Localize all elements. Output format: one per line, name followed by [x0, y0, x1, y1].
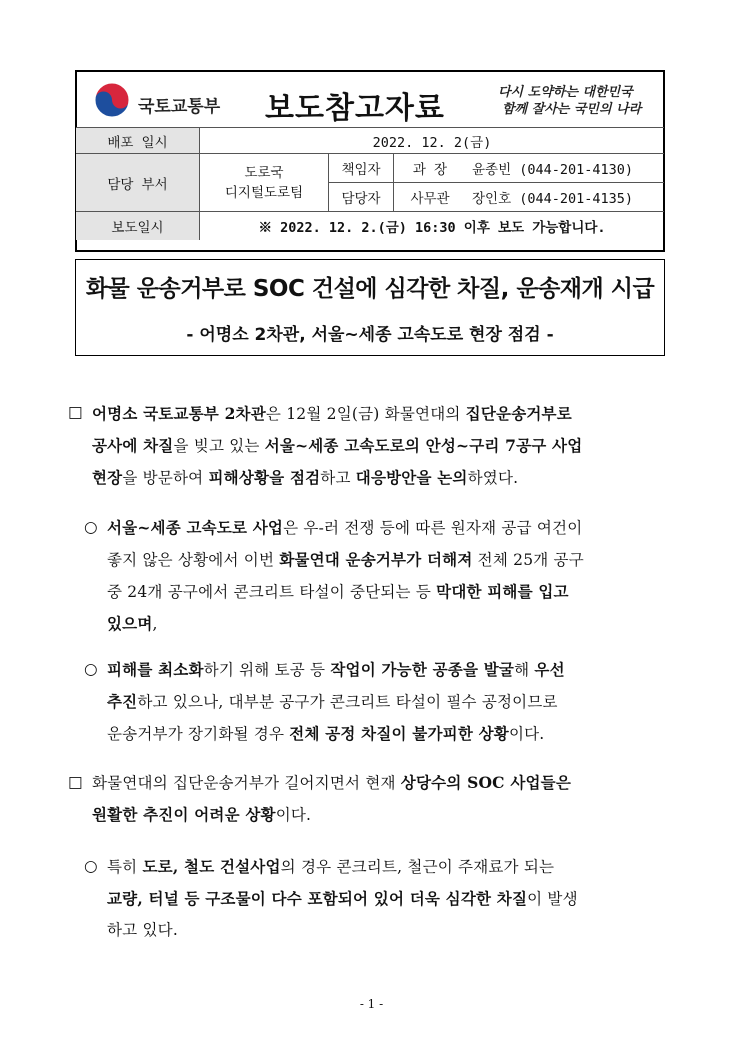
resp-title: 과 장 — [394, 154, 467, 183]
slogan-line-2: 함께 잘사는 국민의 나라 — [502, 102, 642, 117]
paragraph-4 — [92, 767, 677, 831]
paragraph-5 — [107, 851, 677, 946]
paragraph-2 — [107, 512, 677, 640]
line: 서울~세종 고속도로 사업은 우-러 전쟁 등에 따른 원자재 공급 여건이 — [107, 518, 583, 537]
line: 추진하고 있으나, 대부분 공구가 콘크리트 타설이 필수 공정이므로 — [107, 692, 558, 711]
line: 원활한 추진이 어려운 상황이다. — [92, 805, 312, 824]
square-bullet-icon: □ — [68, 773, 83, 791]
dept-value — [200, 154, 329, 212]
resp-role: 책임자 — [329, 154, 394, 183]
release-label: 보도일시 — [76, 212, 200, 241]
square-bullet-icon: □ — [68, 403, 83, 421]
line: 피해를 최소화하기 위해 토공 등 작업이 가능한 공종을 발굴해 우선 — [107, 660, 565, 679]
line: 중 24개 공구에서 콘크리트 타설이 중단되는 등 막대한 피해를 입고 — [107, 582, 569, 601]
slogan-line-1: 다시 도약하는 대한민국 — [498, 85, 633, 100]
paragraph-3 — [107, 654, 677, 750]
info-table — [76, 127, 664, 240]
paragraph-1 — [92, 398, 677, 494]
doc-type-title: 보도참고자료 — [265, 91, 445, 126]
staff-name: 장인호 (044-201-4135) — [466, 183, 664, 212]
line: 특히 도로, 철도 건설사업의 경우 콘크리트, 철근이 주재료가 되는 — [107, 857, 555, 876]
circle-bullet-icon: ○ — [84, 518, 98, 536]
dept-line-2: 디지털도로팀 — [224, 184, 304, 201]
line: 있으며, — [107, 614, 158, 633]
table-row — [76, 212, 664, 241]
line: 화물연대의 집단운송거부가 길어지면서 현재 상당수의 SOC 사업들은 — [92, 773, 572, 792]
table-row — [76, 154, 664, 183]
dept-line-1: 도로국 — [244, 164, 284, 181]
line: 어명소 국토교통부 2차관은 12월 2일(금) 화물연대의 집단운송거부로 — [92, 404, 572, 423]
circle-bullet-icon: ○ — [84, 857, 98, 875]
line: 교량, 터널 등 구조물이 다수 포함되어 있어 더욱 심각한 차질이 발생 — [107, 889, 578, 908]
resp-name: 윤종빈 (044-201-4130) — [466, 154, 664, 183]
taegeuk-logo-icon — [92, 80, 132, 120]
distribution-value: 2022. 12. 2(금) — [200, 128, 665, 154]
line: 현장을 방문하여 피해상황을 점검하고 대응방안을 논의하였다. — [92, 468, 519, 487]
dept-label: 담당 부서 — [76, 154, 200, 212]
page-number: - 1 - — [359, 997, 384, 1011]
line: 공사에 차질을 빚고 있는 서울~세종 고속도로의 안성~구리 7공구 사업 — [92, 436, 583, 455]
release-value: ※ 2022. 12. 2.(금) 16:30 이후 보도 가능합니다. — [200, 212, 665, 241]
staff-role: 담당자 — [329, 183, 394, 212]
distribution-label: 배포 일시 — [76, 128, 200, 154]
ministry-name: 국토교통부 — [138, 97, 221, 117]
slogan — [498, 84, 648, 118]
table-row — [76, 128, 664, 154]
headline: 화물 운송거부로 SOC 건설에 심각한 차질, 운송재개 시급 — [85, 276, 655, 302]
line: 좋지 않은 상황에서 이번 화물연대 운송거부가 더해져 전체 25개 공구 — [107, 550, 584, 569]
line: 하고 있다. — [107, 921, 178, 939]
staff-title: 사무관 — [394, 183, 467, 212]
subheadline: - 어명소 2차관, 서울~세종 고속도로 현장 점검 - — [186, 325, 554, 345]
circle-bullet-icon: ○ — [84, 660, 98, 678]
line: 운송거부가 장기화될 경우 전체 공정 차질이 불가피한 상황이다. — [107, 724, 545, 743]
